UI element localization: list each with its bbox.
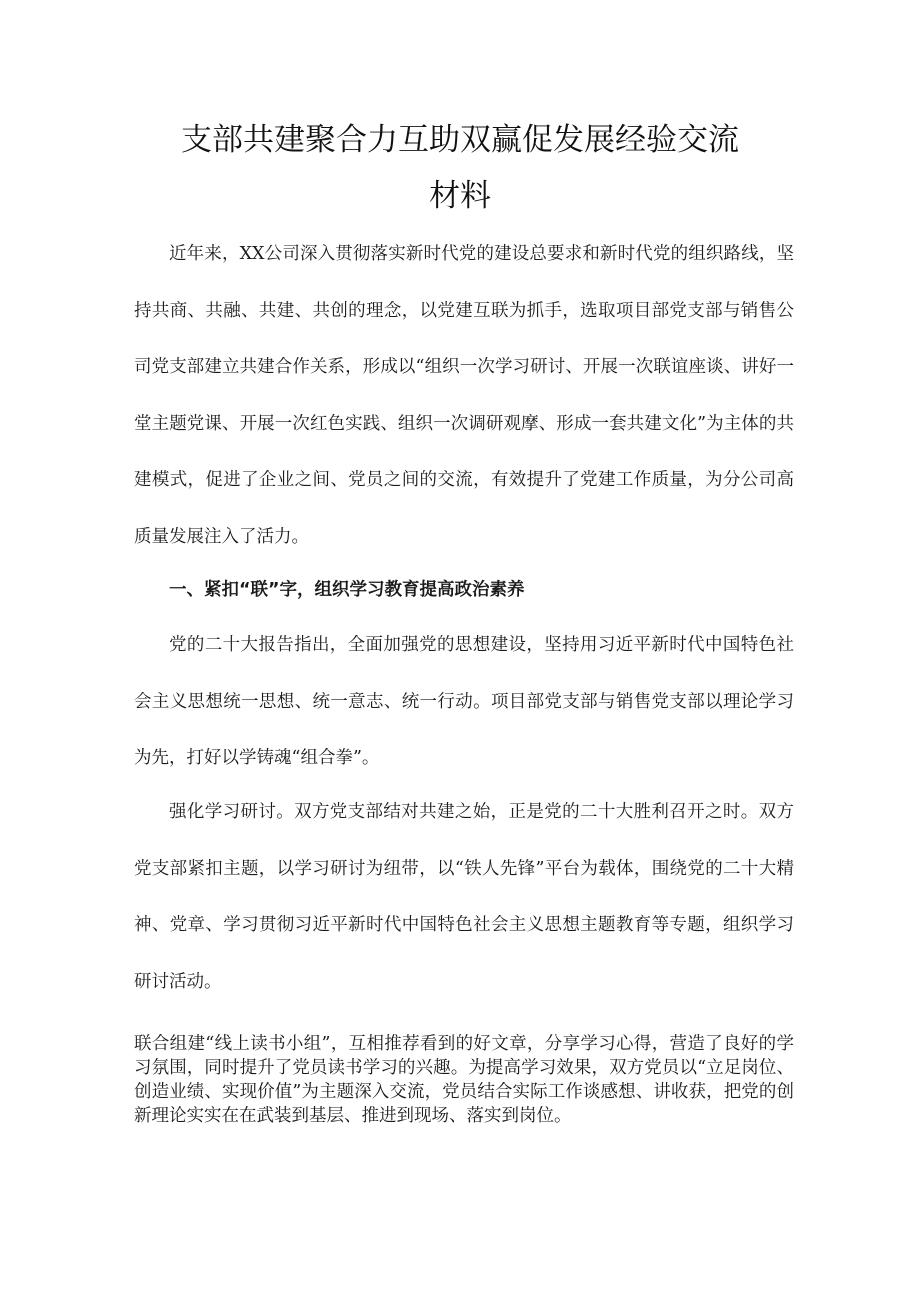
document-title-line2: 材料 bbox=[429, 178, 491, 214]
paragraph-intro: 近年来，XX公司深入贯彻落实新时代党的建设总要求和新时代党的组织路线，坚持共商、共融、共建、共创的理念，以党建互联为抓手，选取项目部党支部与销售公司党支部建立共建合作关系，形成以“组织一次学习研讨、开展一次联谊座谈、讲好一堂主题党课、开展一次红色实践、组织一次调研观摩、形成一套共建文化”为主体的共建模式，促进了企业之间、党员之间的交流，有效提升了党建工作质量，为分公司高质量发展注入了活力。 bbox=[134, 244, 794, 547]
paragraph-reading-group: 联合组建“线上读书小组”，互相推荐看到的好文章，分享学习心得，营造了良好的学习氛围，同时提升了党员读书学习的兴趣。为提高学习效果，双方党员以“立足岗位、创造业绩、实现价值”为主题深入交流，党员结合实际工作谈感想、讲收获，把党的创新理论实实在在武装到基层、推进到现场、落实到岗位。 bbox=[134, 1034, 794, 1126]
paragraph-study: 强化学习研讨。双方党支部结对共建之始，正是党的二十大胜利召开之时。双方党支部紧扣主题，以学习研讨为纽带，以“铁人先锋”平台为载体，围绕党的二十大精神、党章、学习贯彻习近平新时代中国特色社会主义思想主题教育等专题，组织学习研讨活动。 bbox=[134, 802, 794, 992]
document-title-line1: 支部共建聚合力互助双赢促发展经验交流 bbox=[181, 122, 739, 158]
section-heading-1: 一、紧扣“联”字，组织学习教育提高政治素养 bbox=[169, 580, 525, 600]
paragraph-report: 党的二十大报告指出，全面加强党的思想建设，坚持用习近平新时代中国特色社会主义思想统一思想、统一意志、统一行动。项目部党支部与销售党支部以理论学习为先，打好以学铸魂“组合拳”。 bbox=[134, 635, 794, 768]
